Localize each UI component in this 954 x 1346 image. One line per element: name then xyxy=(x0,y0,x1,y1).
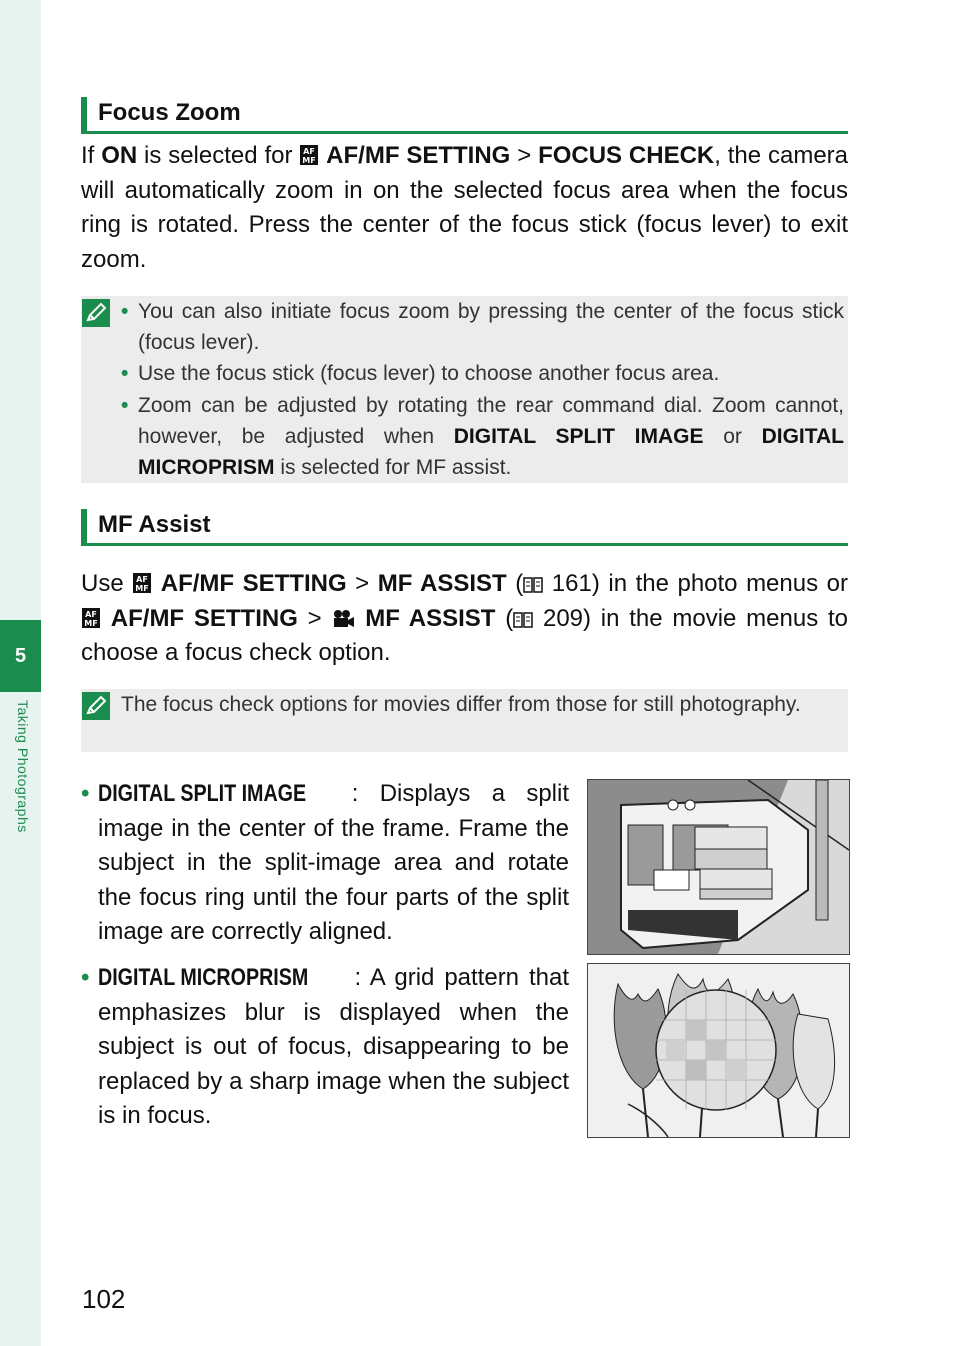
svg-text:AF: AF xyxy=(136,575,149,584)
movie-camera-icon xyxy=(331,609,355,629)
book-reference-icon xyxy=(523,576,543,594)
svg-text:MF: MF xyxy=(135,584,149,593)
svg-text:AF: AF xyxy=(303,147,316,156)
focus-zoom-title: Focus Zoom xyxy=(98,99,241,126)
book-reference-icon xyxy=(513,611,533,629)
note-pencil-icon xyxy=(81,298,111,328)
note-item: • You can also initiate focus zoom by pressing the center of the focus stick (focus lever). xyxy=(121,300,844,355)
af-mf-menu-icon xyxy=(132,572,152,594)
af-mf-menu-icon xyxy=(81,607,101,629)
note-item: • Use the focus stick (focus lever) to choose another focus area. xyxy=(121,362,720,386)
mf-assist-title: MF Assist xyxy=(98,511,211,538)
svg-text:AF: AF xyxy=(85,609,97,619)
focus-zoom-paragraph: If ON is selected for AF MF AF/MF SETTING > FOCUS CHECK, the camera will automatically zoom in on the selected focus area when the focus ring is rotated. Press the center of the focus stick (focus lever) to exit zoom. xyxy=(81,142,849,273)
split-image-illustration xyxy=(587,779,850,955)
svg-text:MF: MF xyxy=(302,156,317,165)
chapter-label: Taking Photographs xyxy=(15,700,31,833)
option-name: DIGITAL SPLIT IMAGE xyxy=(98,780,307,807)
note-item: • Zoom can be adjusted by rotating the rear command dial. Zoom cannot, however, be adjusted when DIGITAL SPLIT IMAGE or DIGITAL MICROPRISM is selected for MF assist. xyxy=(121,393,844,480)
mf-assist-note xyxy=(81,689,848,752)
mf-assist-heading xyxy=(81,509,848,546)
on-option: ON xyxy=(101,142,138,169)
af-mf-menu-icon xyxy=(299,144,319,166)
focus-zoom-heading xyxy=(81,97,848,134)
option-microprism: • DIGITAL MICROPRISM : A grid pattern that emphasizes blur is displayed when the subject is out of focus, disappearing to be replaced by a sharp image when the subject is in focus. xyxy=(81,961,569,1134)
option-name: DIGITAL MICROPRISM xyxy=(98,964,309,991)
focus-zoom-note xyxy=(81,296,848,483)
option-split-image: • DIGITAL SPLIT IMAGE : Displays a split image in the center of the frame. Frame the subject in the split-image area and rotate the focus ring until the four parts of the split image are correctly aligned. xyxy=(81,777,569,950)
microprism-illustration xyxy=(587,963,850,1138)
note-pencil-icon xyxy=(81,691,111,721)
chapter-number: 5 xyxy=(0,620,41,692)
page-number: 102 xyxy=(82,1284,126,1314)
mf-assist-note-text: The focus check options for movies differ from those for still photography. xyxy=(121,693,801,716)
svg-text:MF: MF xyxy=(84,618,98,628)
mf-assist-paragraph: Use AF MF AF/MF SETTING > MF ASSIST ( 161) in the photo menus or AF MF AF/MF SETTING > MF ASSIST ( 209) in the movie menus to choose a focus check option. xyxy=(81,570,848,666)
